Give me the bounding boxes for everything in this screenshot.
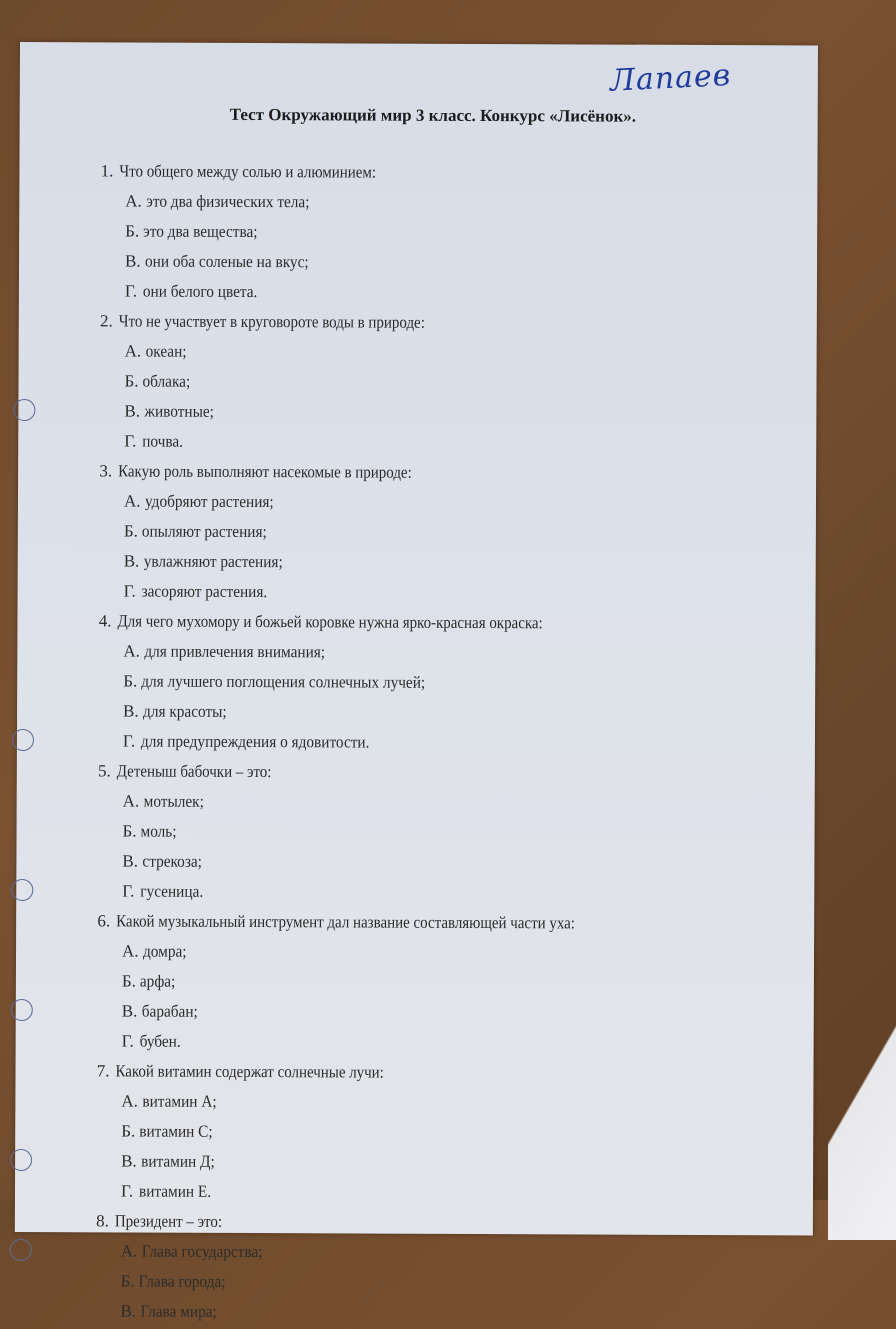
answer-text: арфа; xyxy=(140,971,176,991)
question-1 xyxy=(19,156,810,309)
question-text: Что общего между солью и алюминием: xyxy=(119,161,377,182)
answer-option xyxy=(16,876,806,909)
answer-option xyxy=(18,576,808,609)
question-text: Президент – это: xyxy=(114,1211,223,1231)
answer-option xyxy=(16,1026,806,1059)
answer-letter: Б. xyxy=(120,1271,135,1291)
answer-option xyxy=(16,936,806,969)
answer-text: для красоты; xyxy=(142,701,227,721)
answer-circle-mark xyxy=(10,1149,32,1171)
question-text: Детеныш бабочки – это: xyxy=(116,761,272,782)
answer-circle-mark xyxy=(11,999,33,1021)
answer-option xyxy=(16,846,806,879)
answer-option xyxy=(16,996,806,1029)
question-text: Что не участвует в круговороте воды в природе: xyxy=(118,311,425,332)
answer-option xyxy=(14,1296,804,1329)
question-line xyxy=(18,456,808,489)
second-sheet-corner xyxy=(828,940,896,1240)
answer-text: стрекоза; xyxy=(142,851,202,871)
answer-text: витамин А; xyxy=(142,1091,217,1111)
question-line xyxy=(17,756,807,789)
answer-text: мотылек; xyxy=(143,791,204,811)
question-text: Какой витамин содержат солнечные лучи: xyxy=(115,1061,384,1082)
answer-text: океан; xyxy=(145,341,187,361)
question-text: Для чего мухомору и божьей коровке нужна ярко-красная окраска: xyxy=(117,611,543,633)
answer-text: барабан; xyxy=(141,1001,198,1021)
answer-letter: Б. xyxy=(125,221,140,241)
answer-letter: А. xyxy=(124,341,142,361)
answer-option xyxy=(15,1236,805,1269)
handwritten-signature: Лапаев xyxy=(609,57,732,99)
answer-option xyxy=(19,276,809,309)
answer-text: засоряют растения. xyxy=(141,581,268,602)
answer-letter: А. xyxy=(121,1091,138,1111)
question-6 xyxy=(16,906,807,1059)
answer-letter: В. xyxy=(120,1301,137,1321)
answer-option xyxy=(18,396,808,429)
answer-text: витамин Д; xyxy=(140,1151,215,1171)
answer-text: увлажняют растения; xyxy=(143,551,283,572)
question-line xyxy=(15,1056,805,1089)
answer-text: витамин С; xyxy=(139,1121,213,1141)
answer-letter: Б. xyxy=(123,521,138,541)
answer-text: облака; xyxy=(142,371,191,391)
question-7 xyxy=(15,1056,806,1209)
answer-letter: Б. xyxy=(124,371,139,391)
answer-letter: Г. xyxy=(124,431,137,451)
answer-text: Глава мира; xyxy=(140,1301,217,1321)
answer-letter: Г. xyxy=(120,1181,134,1201)
question-3 xyxy=(18,456,809,609)
answer-text: животные; xyxy=(144,401,214,421)
answer-option xyxy=(18,486,808,519)
answer-letter: В. xyxy=(123,701,139,721)
answer-letter: А. xyxy=(125,191,142,211)
answer-option xyxy=(18,366,808,399)
answer-option xyxy=(18,426,808,459)
question-number: 6. xyxy=(97,911,111,931)
answer-option xyxy=(17,726,807,759)
question-text: Какой музыкальный инструмент дал название составляющей части уха: xyxy=(116,911,575,933)
answer-letter: В. xyxy=(123,551,140,571)
question-number: 8. xyxy=(96,1211,109,1231)
answer-option xyxy=(15,1176,805,1209)
answer-letter: А. xyxy=(123,641,140,661)
answer-letter: А. xyxy=(122,791,140,811)
answer-letter: Г. xyxy=(122,881,135,901)
question-8 xyxy=(14,1206,805,1329)
answer-option xyxy=(17,786,807,819)
answer-text: домра; xyxy=(142,941,187,961)
question-number: 2. xyxy=(99,311,113,331)
question-number: 5. xyxy=(98,761,111,781)
question-number: 1. xyxy=(100,161,114,181)
question-number: 4. xyxy=(98,611,112,631)
answer-text: витамин Е. xyxy=(139,1181,212,1201)
answer-text: они белого цвета. xyxy=(143,281,258,302)
answer-text: для привлечения внимания; xyxy=(144,641,325,662)
answer-letter: А. xyxy=(123,491,141,511)
answer-letter: В. xyxy=(121,1001,138,1021)
answer-circle-mark xyxy=(10,1239,32,1261)
answer-option xyxy=(19,216,809,249)
answer-text: удобряют растения; xyxy=(144,491,274,512)
answer-letter: Б. xyxy=(121,1121,136,1141)
question-line xyxy=(15,1206,805,1239)
answer-option xyxy=(15,1116,805,1149)
answer-option xyxy=(18,546,808,579)
answer-letter: В. xyxy=(121,1151,137,1171)
answer-text: гусеница. xyxy=(140,881,204,901)
question-number: 3. xyxy=(99,461,113,481)
question-list xyxy=(14,156,809,1329)
answer-letter: Б. xyxy=(123,671,138,691)
answer-letter: Г. xyxy=(122,731,136,751)
answer-text: они оба соленые на вкус; xyxy=(144,251,309,272)
answer-letter: А. xyxy=(120,1241,138,1261)
answer-letter: В. xyxy=(125,251,141,271)
answer-text: моль; xyxy=(140,821,177,841)
answer-option xyxy=(15,1146,805,1179)
answer-option xyxy=(15,1086,805,1119)
answer-letter: Б. xyxy=(121,971,136,991)
answer-option xyxy=(19,336,809,369)
answer-option xyxy=(17,696,807,729)
answer-option xyxy=(18,516,808,549)
answer-option xyxy=(16,816,806,849)
answer-option xyxy=(19,186,809,219)
answer-option xyxy=(17,636,807,669)
question-text: Какую роль выполняют насекомые в природе: xyxy=(118,461,412,482)
answer-letter: В. xyxy=(122,851,139,871)
answer-letter: Б. xyxy=(122,821,137,841)
answer-letter: Г. xyxy=(121,1031,134,1051)
answer-text: для лучшего поглощения солнечных лучей; xyxy=(141,671,426,692)
answer-text: это два вещества; xyxy=(143,221,258,242)
question-5 xyxy=(16,756,807,909)
answer-circle-mark xyxy=(11,879,33,901)
answer-option xyxy=(19,246,809,279)
answer-option xyxy=(16,966,806,999)
answer-letter: Г. xyxy=(124,281,138,301)
question-line xyxy=(17,606,807,639)
answer-text: Глава государства; xyxy=(141,1241,263,1262)
answer-text: опыляют растения; xyxy=(142,521,268,542)
question-line xyxy=(19,156,809,189)
answer-text: для предупреждения о ядовитости. xyxy=(141,731,370,752)
answer-option xyxy=(17,666,807,699)
answer-text: это два физических тела; xyxy=(146,191,310,212)
question-line xyxy=(16,906,806,939)
page-title: Тест Окружающий мир 3 класс. Конкурс «Лисёнок». xyxy=(229,104,637,126)
test-sheet xyxy=(15,42,818,1321)
question-2 xyxy=(18,306,809,459)
answer-letter: В. xyxy=(124,401,141,421)
question-line xyxy=(19,306,809,339)
answer-text: Глава города; xyxy=(138,1271,226,1291)
answer-letter: Г. xyxy=(123,581,136,601)
answer-letter: А. xyxy=(121,941,139,961)
question-number: 7. xyxy=(96,1061,110,1081)
answer-text: бубен. xyxy=(139,1031,181,1051)
answer-circle-mark xyxy=(13,399,35,421)
answer-option xyxy=(15,1266,805,1299)
question-4 xyxy=(17,606,808,759)
answer-circle-mark xyxy=(12,729,34,751)
answer-text: почва. xyxy=(142,431,184,451)
